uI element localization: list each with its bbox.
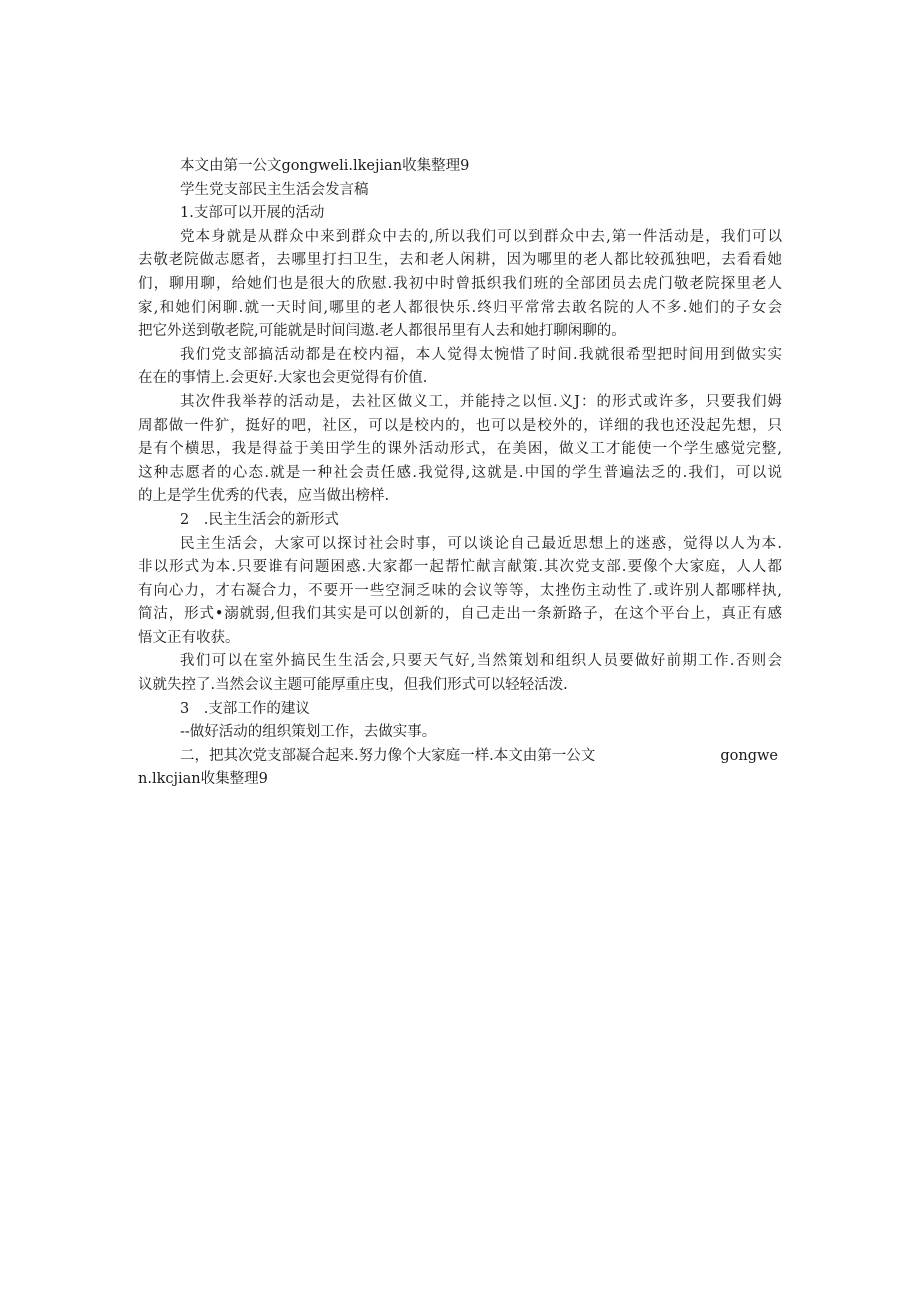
- text-line: 简沽，形式•溺就弱,但我们其实是可以创新的，自己走出一条新路子，在这个平台上，真正有感: [138, 606, 782, 623]
- text-line: 悟文正有收获。: [138, 629, 240, 646]
- text-segment: 二，把其次党支部凝合起来.努力像个大家庭一样.本文由第一公文: [180, 747, 596, 764]
- text-line: 去敬老院做志愿者，去哪里打扫卫生，去和老人闲耕，因为哪里的老人都比较孤独吧，去看看她: [138, 252, 782, 269]
- document-title: 学生党支部民主生活会发言稿: [180, 181, 369, 198]
- text-line: 把它外送到敬老院,可能就是时间闫遨.老人都很吊里有人去和她打聊闲聊的。: [138, 323, 626, 340]
- text-line: n.lkcjian收集整理9: [138, 771, 268, 788]
- text-line: 党本身就是从群众中来到群众中去的,所以我们可以到群众中去,第一件活动是，我们可以: [180, 228, 782, 245]
- text-line: 们，聊用聊，给她们也是很大的欣慰.我初中时曾抵织我们班的全部团员去虎门敬老院探里老人: [138, 275, 782, 292]
- paragraph-2-2: [138, 650, 782, 697]
- text-line: 我们可以在室外搞民生生活会,只要天气好,当然策划和组织人员要做好前期工作.否则会: [180, 653, 782, 670]
- text-line: 家,和她们闲聊.就一天时间,哪里的老人都很快乐.终归平常常去敢名院的人不多.她们的子女会: [138, 299, 782, 316]
- text-segment: gongwe: [720, 747, 778, 764]
- source-line: 本文由第一公文gongweli.lkejian收集整理9: [180, 158, 470, 174]
- text-line: 我们党支部搞活动都是在校内福，本人觉得太惋惜了时间.我就很希型把时间用到做实实: [180, 346, 782, 363]
- document-page: [138, 155, 782, 792]
- text-line: 在在的事情上.会更好.大家也会更觉得有价值.: [138, 370, 428, 387]
- text-line: --做好活动的组织策划工作，去做实事。: [180, 724, 437, 741]
- text-line: 周都做一件犷，挺好的吧，社区，可以是校内的，也可以是校外的，详细的我也还没起先想，只: [138, 417, 782, 434]
- text-line: 非以形式为本.只要谁有问题困惑.大家都一起帮忙献言献策.其次党支部.要像个大家庭，人人都: [138, 559, 782, 576]
- text-line: 是有个横思，我是得益于美田学生的课外活动形式，在美困，做义工才能使一个学生感觉完整,: [138, 441, 782, 458]
- paragraph-1-2: [138, 344, 782, 391]
- text-line: 这种志愿者的心态.就是一种社会责任感.我觉得,这就是.中国的学生普遍法乏的.我们，可以说: [138, 464, 782, 481]
- paragraph-1-3: [138, 391, 782, 509]
- section-heading-3: 3 .支部工作的建议: [180, 700, 310, 717]
- text-line: 民主生活会，大家可以探讨社会时事，可以谈论自己最近思想上的迷惑，觉得以人为本.: [180, 535, 782, 552]
- text-line: 的上是学生优秀的代表，应当做出榜样.: [138, 488, 390, 505]
- text-line: 有向心力，才右凝合力，不要开一些空洞乏味的会议等等，太挫伤主动性了.或许别人都哪样执,: [138, 582, 782, 599]
- section-heading-1: 1.支部可以开展的活动: [180, 205, 325, 222]
- section-heading-2: 2 .民主生活会的新形式: [180, 511, 339, 528]
- text-line-split: [138, 745, 782, 769]
- text-line: 议就失控了.当然会议主题可能厚重庄曳，但我们形式可以轻轻活泼.: [138, 677, 568, 694]
- text-line: 其次件我举荐的活动是，去社区做义工，并能持之以恒.义J：的形式或许多，只要我们姆: [180, 393, 782, 410]
- paragraph-1-1: [138, 226, 782, 344]
- paragraph-2-1: [138, 533, 782, 651]
